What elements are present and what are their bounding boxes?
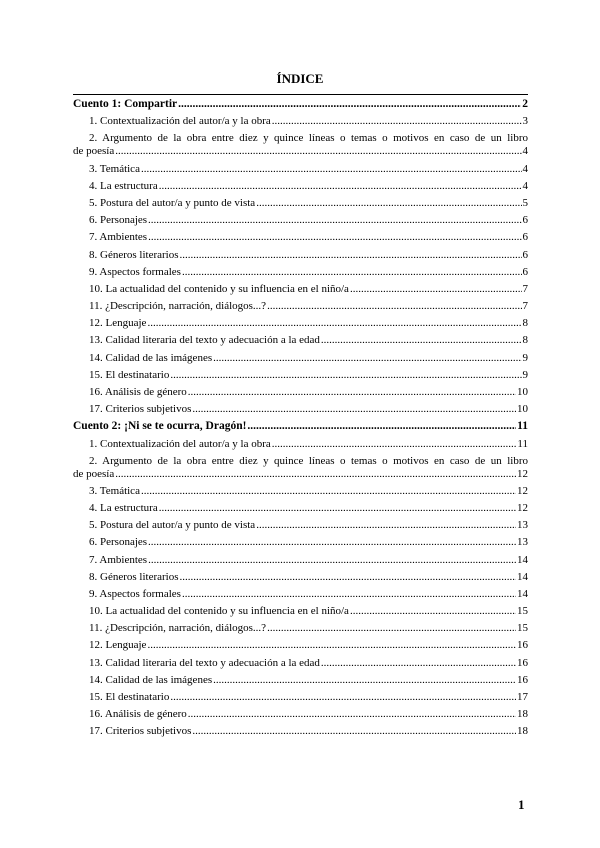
dot-leader — [159, 180, 522, 193]
toc-item-label: 15. El destinatario — [89, 691, 170, 703]
toc-item[interactable] — [73, 383, 528, 400]
toc-page-number: 12 — [517, 501, 528, 514]
dot-leader — [115, 145, 521, 158]
toc-page-number: 14 — [517, 587, 528, 600]
toc-item[interactable] — [73, 348, 528, 365]
toc-item[interactable] — [73, 245, 528, 262]
dot-leader — [115, 468, 516, 481]
toc-page-number: 5 — [522, 196, 528, 209]
toc-item-label: 11. ¿Descripción, narración, diálogos...? — [89, 300, 267, 313]
toc-item[interactable] — [73, 568, 528, 585]
dot-leader — [170, 691, 516, 704]
toc-item-label: 10. La actualidad del contenido y su influencia en el niño/a — [89, 282, 349, 295]
toc-page-number: 6 — [522, 265, 528, 278]
toc-item-label: 12. Lenguaje — [89, 639, 147, 652]
toc-item-label: 7. Ambientes — [89, 231, 148, 244]
dot-leader — [180, 571, 517, 584]
toc-item[interactable] — [73, 636, 528, 653]
toc-page-number: 16 — [517, 639, 528, 652]
toc-item[interactable] — [73, 228, 528, 245]
toc-item[interactable] — [73, 159, 528, 176]
dot-leader — [141, 163, 522, 176]
toc-chapter-1[interactable] — [73, 95, 528, 112]
toc-page-number: 10 — [517, 386, 528, 398]
toc-page-number: 12 — [517, 467, 528, 480]
toc-item[interactable] — [73, 585, 528, 602]
dot-leader — [159, 502, 516, 515]
dot-leader — [141, 485, 516, 498]
toc-chapter-label: Cuento 2: ¡Ni se te ocurra, Dragón! — [73, 420, 247, 433]
toc-page-number: 4 — [522, 179, 528, 192]
toc-item-label: 16. Análisis de género — [89, 708, 187, 721]
toc-page-number: 15 — [517, 622, 528, 635]
dot-leader — [148, 231, 521, 244]
dot-leader — [188, 708, 516, 721]
toc-page-number: 12 — [517, 484, 528, 497]
toc-item[interactable] — [73, 516, 528, 533]
toc-item-label: 4. La estructura — [89, 179, 158, 192]
toc-item-label: 3. Temática — [89, 162, 140, 175]
toc-item-label: 7. Ambientes — [89, 553, 148, 566]
toc-page-number: 8 — [522, 317, 528, 330]
toc-item-label: 9. Aspectos formales — [89, 587, 181, 600]
toc-item[interactable] — [73, 314, 528, 331]
toc-item-label: 5. Postura del autor/a y punto de vista — [89, 196, 256, 209]
toc-item[interactable] — [73, 602, 528, 619]
toc-item-label: 6. Personajes — [89, 536, 148, 549]
toc-item[interactable] — [73, 722, 528, 739]
toc-item-label: 8. Géneros literarios — [89, 248, 179, 261]
toc-item[interactable] — [73, 177, 528, 194]
dot-leader — [247, 420, 516, 433]
toc-item-label: 13. Calidad literaria del texto y adecuación a la edad — [89, 334, 320, 347]
toc-page-number: 16 — [517, 656, 528, 669]
toc-page-number: 6 — [522, 231, 528, 244]
toc-item[interactable] — [73, 280, 528, 297]
toc-item[interactable] — [73, 671, 528, 688]
dot-leader — [147, 317, 521, 330]
toc-item[interactable] — [73, 263, 528, 280]
toc-item[interactable] — [73, 331, 528, 348]
toc-page-number: 4 — [522, 145, 528, 158]
toc-page-number: 10 — [517, 403, 528, 416]
toc-item-label: 5. Postura del autor/a y punto de vista — [89, 519, 256, 532]
toc-item-label: 14. Calidad de las imágenes — [89, 673, 213, 686]
toc-item[interactable] — [73, 400, 528, 417]
toc-item-label: 3. Temática — [89, 484, 140, 497]
toc-page-number: 18 — [517, 708, 528, 721]
toc-page-number: 4 — [522, 162, 528, 175]
toc-item-label: 1. Contextualización del autor/a y la obra — [89, 115, 271, 128]
dot-leader — [148, 554, 516, 567]
toc-item-label: 9. Aspectos formales — [89, 265, 181, 278]
toc-item-label: 2. Argumento de la obra entre diez y quince líneas o temas o motivos en caso de un libro — [89, 132, 528, 145]
toc-item[interactable] — [73, 688, 528, 705]
toc-item-label: 4. La estructura — [89, 501, 158, 514]
toc-page-number: 6 — [522, 248, 528, 261]
toc-item[interactable] — [73, 297, 528, 314]
toc-page-number: 3 — [522, 115, 528, 128]
dot-leader — [267, 622, 516, 635]
page-title: ÍNDICE — [276, 71, 324, 86]
toc-item[interactable] — [73, 533, 528, 550]
table-of-contents — [73, 94, 528, 739]
toc-page-number: 13 — [517, 536, 528, 549]
toc-page-number: 14 — [517, 553, 528, 566]
toc-item[interactable] — [73, 452, 528, 482]
toc-chapter-label: Cuento 1: Compartir — [73, 98, 178, 111]
dot-leader — [350, 605, 516, 618]
toc-page-number: 16 — [517, 673, 528, 686]
toc-page-number: 17 — [517, 691, 528, 703]
toc-item-label: 11. ¿Descripción, narración, diálogos...? — [89, 622, 267, 635]
toc-item[interactable] — [73, 482, 528, 499]
dot-leader — [148, 536, 516, 549]
toc-item-label: 15. El destinatario — [89, 368, 170, 381]
dot-leader — [213, 674, 516, 687]
dot-leader — [267, 300, 521, 313]
toc-item-label: 16. Análisis de género — [89, 386, 187, 398]
dot-leader — [180, 249, 522, 262]
dot-leader — [170, 369, 521, 382]
toc-page-number: 15 — [517, 605, 528, 618]
dot-leader — [147, 639, 516, 652]
dot-leader — [182, 266, 522, 279]
toc-item[interactable] — [73, 194, 528, 211]
dot-leader — [321, 657, 516, 670]
toc-item[interactable] — [73, 499, 528, 516]
toc-chapter-2[interactable] — [73, 417, 528, 434]
toc-item[interactable] — [73, 619, 528, 636]
dot-leader — [178, 98, 521, 111]
toc-item[interactable] — [73, 112, 528, 129]
toc-item[interactable] — [73, 366, 528, 383]
toc-page-number: 11 — [517, 437, 528, 450]
toc-page-number: 7 — [522, 300, 528, 313]
toc-item[interactable] — [73, 129, 528, 159]
toc-item-label: 2. Argumento de la obra entre diez y quince líneas o temas o motivos en caso de un libro — [89, 454, 528, 467]
toc-item-label-continued: de poesía — [73, 145, 115, 158]
dot-leader — [192, 403, 516, 416]
toc-item-label-continued: de poesía — [73, 467, 115, 480]
toc-page-number: 2 — [522, 98, 528, 111]
dot-leader — [350, 283, 522, 296]
dot-leader — [256, 197, 521, 210]
toc-item-label: 12. Lenguaje — [89, 317, 147, 330]
dot-leader — [272, 115, 522, 128]
dot-leader — [182, 588, 516, 601]
toc-page-number: 11 — [517, 420, 528, 433]
toc-item-label: 8. Géneros literarios — [89, 570, 179, 583]
toc-item-label: 1. Contextualización del autor/a y la obra — [89, 437, 271, 450]
toc-page-number: 9 — [522, 351, 528, 364]
toc-item[interactable] — [73, 705, 528, 722]
toc-item-label: 17. Criterios subjetivos — [89, 725, 192, 738]
dot-leader — [213, 352, 521, 365]
toc-item-label: 13. Calidad literaria del texto y adecuación a la edad — [89, 656, 320, 669]
toc-page-number: 8 — [522, 334, 528, 347]
dot-leader — [188, 386, 516, 399]
toc-item[interactable] — [73, 653, 528, 670]
toc-item[interactable] — [73, 211, 528, 228]
toc-page-number: 7 — [522, 282, 528, 295]
dot-leader — [321, 334, 522, 347]
toc-item-label: 10. La actualidad del contenido y su influencia en el niño/a — [89, 605, 349, 618]
dot-leader — [272, 438, 517, 451]
toc-item[interactable] — [73, 550, 528, 567]
toc-page-number: 14 — [517, 570, 528, 583]
toc-page-number: 6 — [522, 214, 528, 227]
toc-item-label: 14. Calidad de las imágenes — [89, 351, 213, 364]
toc-page-number: 18 — [517, 725, 528, 738]
dot-leader — [148, 214, 521, 227]
toc-page-number: 13 — [517, 519, 528, 532]
page-number: 1 — [518, 797, 525, 812]
toc-page-number: 9 — [522, 368, 528, 381]
toc-item-label: 6. Personajes — [89, 214, 148, 227]
toc-item[interactable] — [73, 434, 528, 451]
dot-leader — [256, 519, 516, 532]
dot-leader — [192, 725, 516, 738]
toc-item-label: 17. Criterios subjetivos — [89, 403, 192, 416]
